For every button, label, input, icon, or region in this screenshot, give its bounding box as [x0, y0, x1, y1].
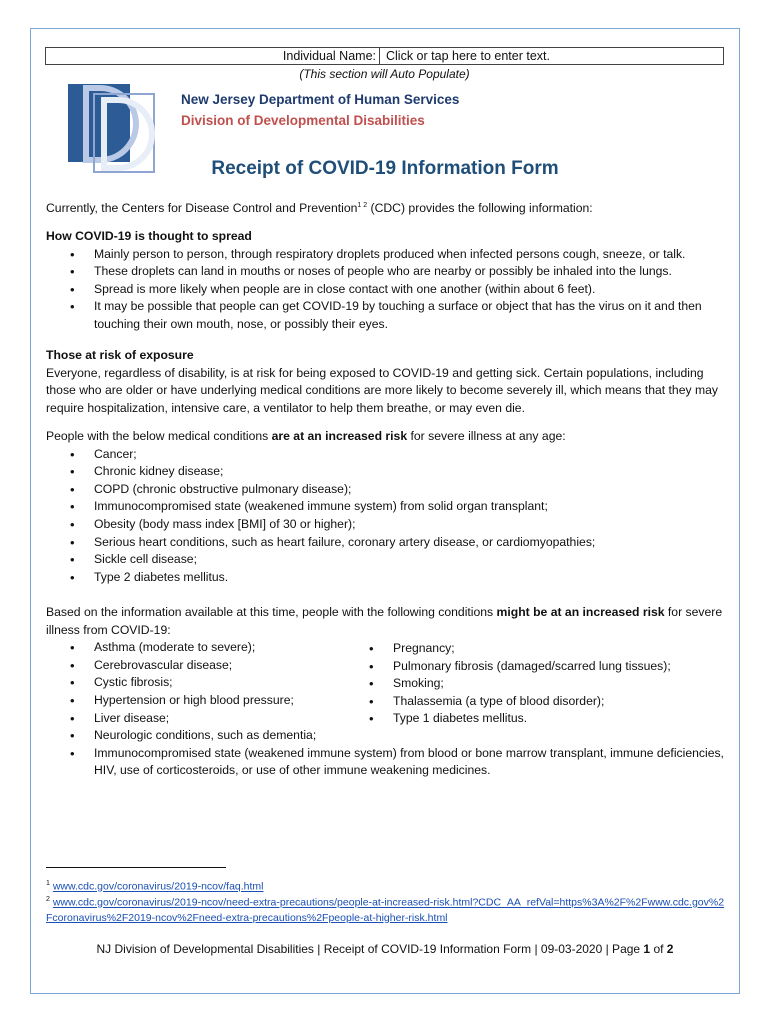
individual-name-label: Individual Name:: [282, 49, 376, 63]
division-name: Division of Developmental Disabilities: [181, 113, 425, 128]
list-item: • Pulmonary fibrosis (damaged/scarred lung tissues);: [345, 658, 725, 676]
list-item: • Spread is more likely when people are in close contact with one another (within about 6 feet).: [46, 281, 726, 299]
list-item: • Cerebrovascular disease;: [46, 657, 726, 675]
intro-text: Currently, the Centers for Disease Control and Prevention: [46, 201, 358, 216]
might-list-right-wrapper: [345, 640, 725, 728]
spread-heading: How COVID-19 is thought to spread: [46, 229, 252, 243]
list-item: • Cancer;: [46, 446, 726, 464]
increased-lead-end: for severe illness at any age:: [407, 429, 566, 443]
list-item: • Smoking;: [345, 675, 725, 693]
risk-section: [46, 347, 726, 417]
increased-lead: People with the below medical conditions: [46, 429, 272, 443]
intro-paragraph: [46, 197, 726, 218]
footnote-link-2[interactable]: www.cdc.gov/coronavirus/2019-ncov/need-extra-precautions/people-at-increased-risk.html?CDC_AA_refVal=https%3A%2F%2Fwww.cdc.gov%2Fcoronavirus%2F2019-ncov%2Fneed-extra-precautions%2Fpeople-at-higher-risk.html: [46, 896, 725, 924]
list-item: • It may be possible that people can get COVID-19 by touching a surface or object that has the virus on it and then touching their own mouth, nose, or possibly their eyes.: [46, 298, 726, 333]
footer-page-number: 1: [643, 942, 651, 956]
list-item: • Serious heart conditions, such as heart failure, coronary artery disease, or cardiomyopathies;: [46, 534, 726, 552]
individual-name-row: [45, 47, 724, 65]
list-item: • Pregnancy;: [345, 640, 725, 658]
list-item: • Obesity (body mass index [BMI] of 30 or higher);: [46, 516, 726, 534]
spread-list: [46, 246, 726, 334]
footnote-number: 2: [46, 896, 50, 903]
page-title: Receipt of COVID-19 Information Form: [211, 158, 559, 179]
intro-text-end: (CDC) provides the following information:: [367, 201, 593, 216]
footnote-number: 1: [46, 880, 50, 887]
footnote-separator: [46, 867, 226, 868]
list-item: • Asthma (moderate to severe);: [46, 639, 726, 657]
might-lead: Based on the information available at this time, people with the following conditions: [46, 605, 497, 619]
increased-lead-bold: are at an increased risk: [271, 429, 408, 443]
list-item: • Cystic fibrosis;: [46, 674, 726, 692]
footer-page-total: 2: [666, 942, 674, 956]
might-lead-end: for severe illness from COVID-19:: [46, 605, 723, 637]
list-item: • Mainly person to person, through respiratory droplets produced when infected persons cough, sneeze, or talk.: [46, 246, 726, 264]
page-footer: [0, 942, 770, 956]
might-list-right: [345, 640, 725, 728]
list-item: • Chronic kidney disease;: [46, 463, 726, 481]
might-lead-bold: might be at an increased risk: [496, 605, 665, 619]
list-item: • COPD (chronic obstructive pulmonary disease);: [46, 481, 726, 499]
list-item: • Sickle cell disease;: [46, 551, 726, 569]
auto-populate-note: (This section will Auto Populate): [299, 67, 470, 81]
list-item: • Type 1 diabetes mellitus.: [345, 710, 725, 728]
footer-text: NJ Division of Developmental Disabilities | Receipt of COVID-19 Information Form | 09-03-2020 | Page: [96, 942, 644, 956]
list-item: • Immunocompromised state (weakened immune system) from blood or bone marrow transplant, immune deficiencies, HIV, use of corticosteroids, or use of other immune weakening medicines.: [46, 745, 726, 780]
footnote-2: [46, 892, 726, 926]
org-name: New Jersey Department of Human Services: [181, 92, 460, 107]
list-item: • Neurologic conditions, such as dementia;: [46, 727, 726, 745]
list-item: • Immunocompromised state (weakened immune system) from solid organ transplant;: [46, 498, 726, 516]
increased-list: [46, 446, 726, 587]
list-item: • Thalassemia (a type of blood disorder);: [345, 693, 725, 711]
list-item: • Hypertension or high blood pressure;: [46, 692, 726, 710]
list-item: • These droplets can land in mouths or noses of people who are nearby or possibly be inhaled into the lungs.: [46, 263, 726, 281]
risk-text: Everyone, regardless of disability, is at risk for being exposed to COVID-19 and getting sick. Certain populations, including those who are older or have underlying medical conditions are more likely to become severely ill, which means that they may require hospitalization, intensive care, a ventilator to help them breathe, or may even die.: [46, 365, 718, 415]
name-divider: [379, 48, 380, 64]
list-item: • Liver disease;: [46, 710, 726, 728]
increased-risk-section: [46, 428, 726, 586]
footnote-link-1[interactable]: www.cdc.gov/coronavirus/2019-ncov/faq.html: [52, 880, 264, 893]
spread-section: [46, 228, 726, 334]
individual-name-field[interactable]: Click or tap here to enter text.: [386, 49, 550, 63]
footer-of: of: [650, 942, 667, 956]
intro-footnote-refs: 1 2: [357, 202, 368, 209]
list-item: • Type 2 diabetes mellitus.: [46, 569, 726, 587]
risk-heading: Those at risk of exposure: [46, 348, 194, 362]
